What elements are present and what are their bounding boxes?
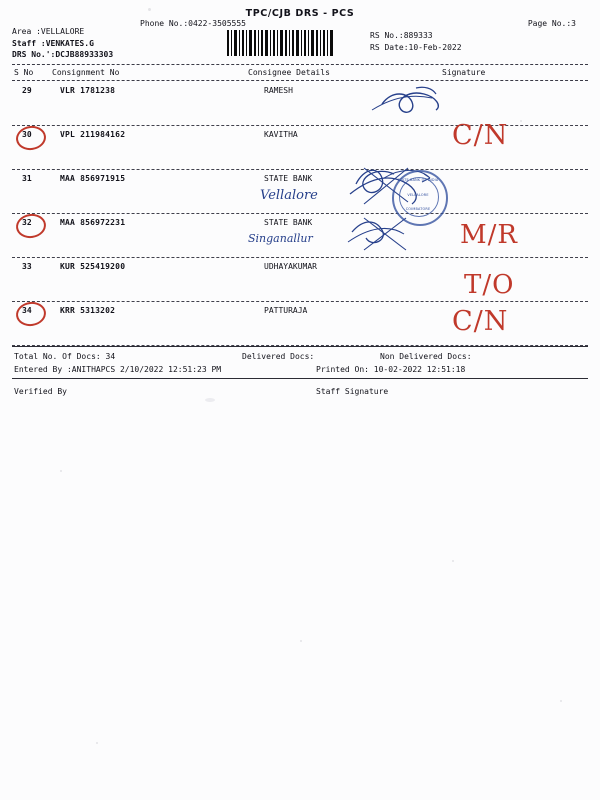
document-footer bbox=[12, 350, 588, 398]
scan-speck bbox=[452, 560, 454, 562]
handwritten-circle bbox=[14, 300, 47, 328]
table-column-header bbox=[12, 68, 588, 80]
header-meta-left bbox=[12, 26, 113, 61]
document-body bbox=[12, 6, 588, 396]
row-sno: 31 bbox=[22, 174, 32, 183]
handwritten-place: Vellalore bbox=[260, 188, 318, 203]
handwritten-circle bbox=[14, 124, 47, 152]
staff-label: Staff :VENKATES.G bbox=[12, 38, 94, 48]
total-docs: Total No. Of Docs: 34 bbox=[14, 352, 116, 361]
phone-number: Phone No.:0422-3505555 bbox=[140, 19, 246, 28]
row-consignee: KAVITHA bbox=[264, 130, 298, 139]
scan-speck bbox=[560, 700, 562, 702]
row-consignment-no: KUR 525419200 bbox=[60, 262, 126, 271]
col-sno: S No bbox=[14, 68, 34, 77]
consignment-table bbox=[12, 82, 588, 346]
stamp-text-mid: VELLALORE bbox=[407, 193, 429, 197]
table-row bbox=[12, 82, 588, 126]
row-sno: 32 bbox=[22, 218, 32, 227]
row-sno: 29 bbox=[22, 86, 32, 95]
col-consignment-no: Consignment No bbox=[52, 68, 120, 77]
footer-verify-row bbox=[12, 385, 588, 398]
rs-date: RS Date:10-Feb-2022 bbox=[370, 42, 462, 52]
row-consignment-no: VLR 1781238 bbox=[60, 86, 116, 95]
scan-speck bbox=[300, 640, 302, 642]
handwritten-place: Singanallur bbox=[248, 232, 313, 245]
row-consignee: RAMESH bbox=[264, 86, 293, 95]
row-sno: 34 bbox=[22, 306, 32, 315]
non-delivered-docs: Non Delivered Docs: bbox=[380, 352, 472, 361]
table-row bbox=[12, 170, 588, 214]
table-row bbox=[12, 214, 588, 258]
rule-footer-bottom bbox=[12, 378, 588, 379]
barcode bbox=[227, 30, 335, 56]
stamp-text-bottom: COIMBATORE bbox=[405, 207, 431, 211]
row-sno: 33 bbox=[22, 262, 32, 271]
row-sno: 30 bbox=[22, 130, 32, 139]
table-row bbox=[12, 302, 588, 346]
header-meta-right bbox=[370, 30, 462, 53]
col-consignee-details: Consignee Details bbox=[248, 68, 330, 77]
footer-docs-row bbox=[12, 350, 588, 363]
footer-entered-row bbox=[12, 363, 588, 376]
table-row bbox=[12, 258, 588, 302]
row-consignee: STATE BANK bbox=[264, 218, 313, 227]
page-number: Page No.:3 bbox=[527, 19, 576, 28]
handwritten-mark: M/R bbox=[460, 220, 518, 250]
rule-footer-top bbox=[12, 346, 588, 347]
handwritten-mark: C/N bbox=[452, 306, 509, 337]
document-title: TPC/CJB DRS - PCS bbox=[245, 8, 355, 19]
handwritten-mark: C/N bbox=[452, 120, 509, 151]
row-consignment-no: MAA 856972231 bbox=[60, 218, 126, 227]
scan-speck bbox=[96, 742, 98, 744]
verified-by: Verified By bbox=[14, 387, 67, 396]
scan-speck bbox=[205, 398, 215, 402]
rule-header-bottom bbox=[12, 80, 588, 81]
delivered-docs: Delivered Docs: bbox=[242, 352, 315, 361]
handwritten-mark: T/O bbox=[464, 270, 515, 300]
row-consignee: PATTURAJA bbox=[264, 306, 308, 315]
row-consignment-no: MAA 856971915 bbox=[60, 174, 126, 183]
drs-no-label: DRS No.':DCJB88933303 bbox=[12, 50, 114, 59]
row-consignee: STATE BANK bbox=[264, 174, 313, 183]
rule-top bbox=[12, 64, 588, 65]
col-signature: Signature bbox=[442, 68, 486, 77]
table-row bbox=[12, 120, 588, 170]
handwritten-circle bbox=[14, 212, 47, 240]
printed-on: Printed On: 10-02-2022 12:51:18 bbox=[316, 365, 466, 374]
rs-no: RS No.:889333 bbox=[370, 31, 433, 40]
entered-by: Entered By :ANITHAPCS 2/10/2022 12:51:23 PM bbox=[14, 365, 222, 374]
staff-signature-label: Staff Signature bbox=[316, 387, 389, 396]
row-consignment-no: KRR 5313202 bbox=[60, 306, 116, 315]
scan-speck bbox=[60, 470, 62, 472]
bank-round-stamp bbox=[392, 170, 448, 226]
row-consignment-no: VPL 211984162 bbox=[60, 130, 126, 139]
stamp-text-top: STATE BANK OF INDIA bbox=[397, 178, 439, 182]
row-consignee: UDHAYAKUMAR bbox=[264, 262, 317, 271]
area-label: Area :VELLALORE bbox=[12, 27, 85, 36]
